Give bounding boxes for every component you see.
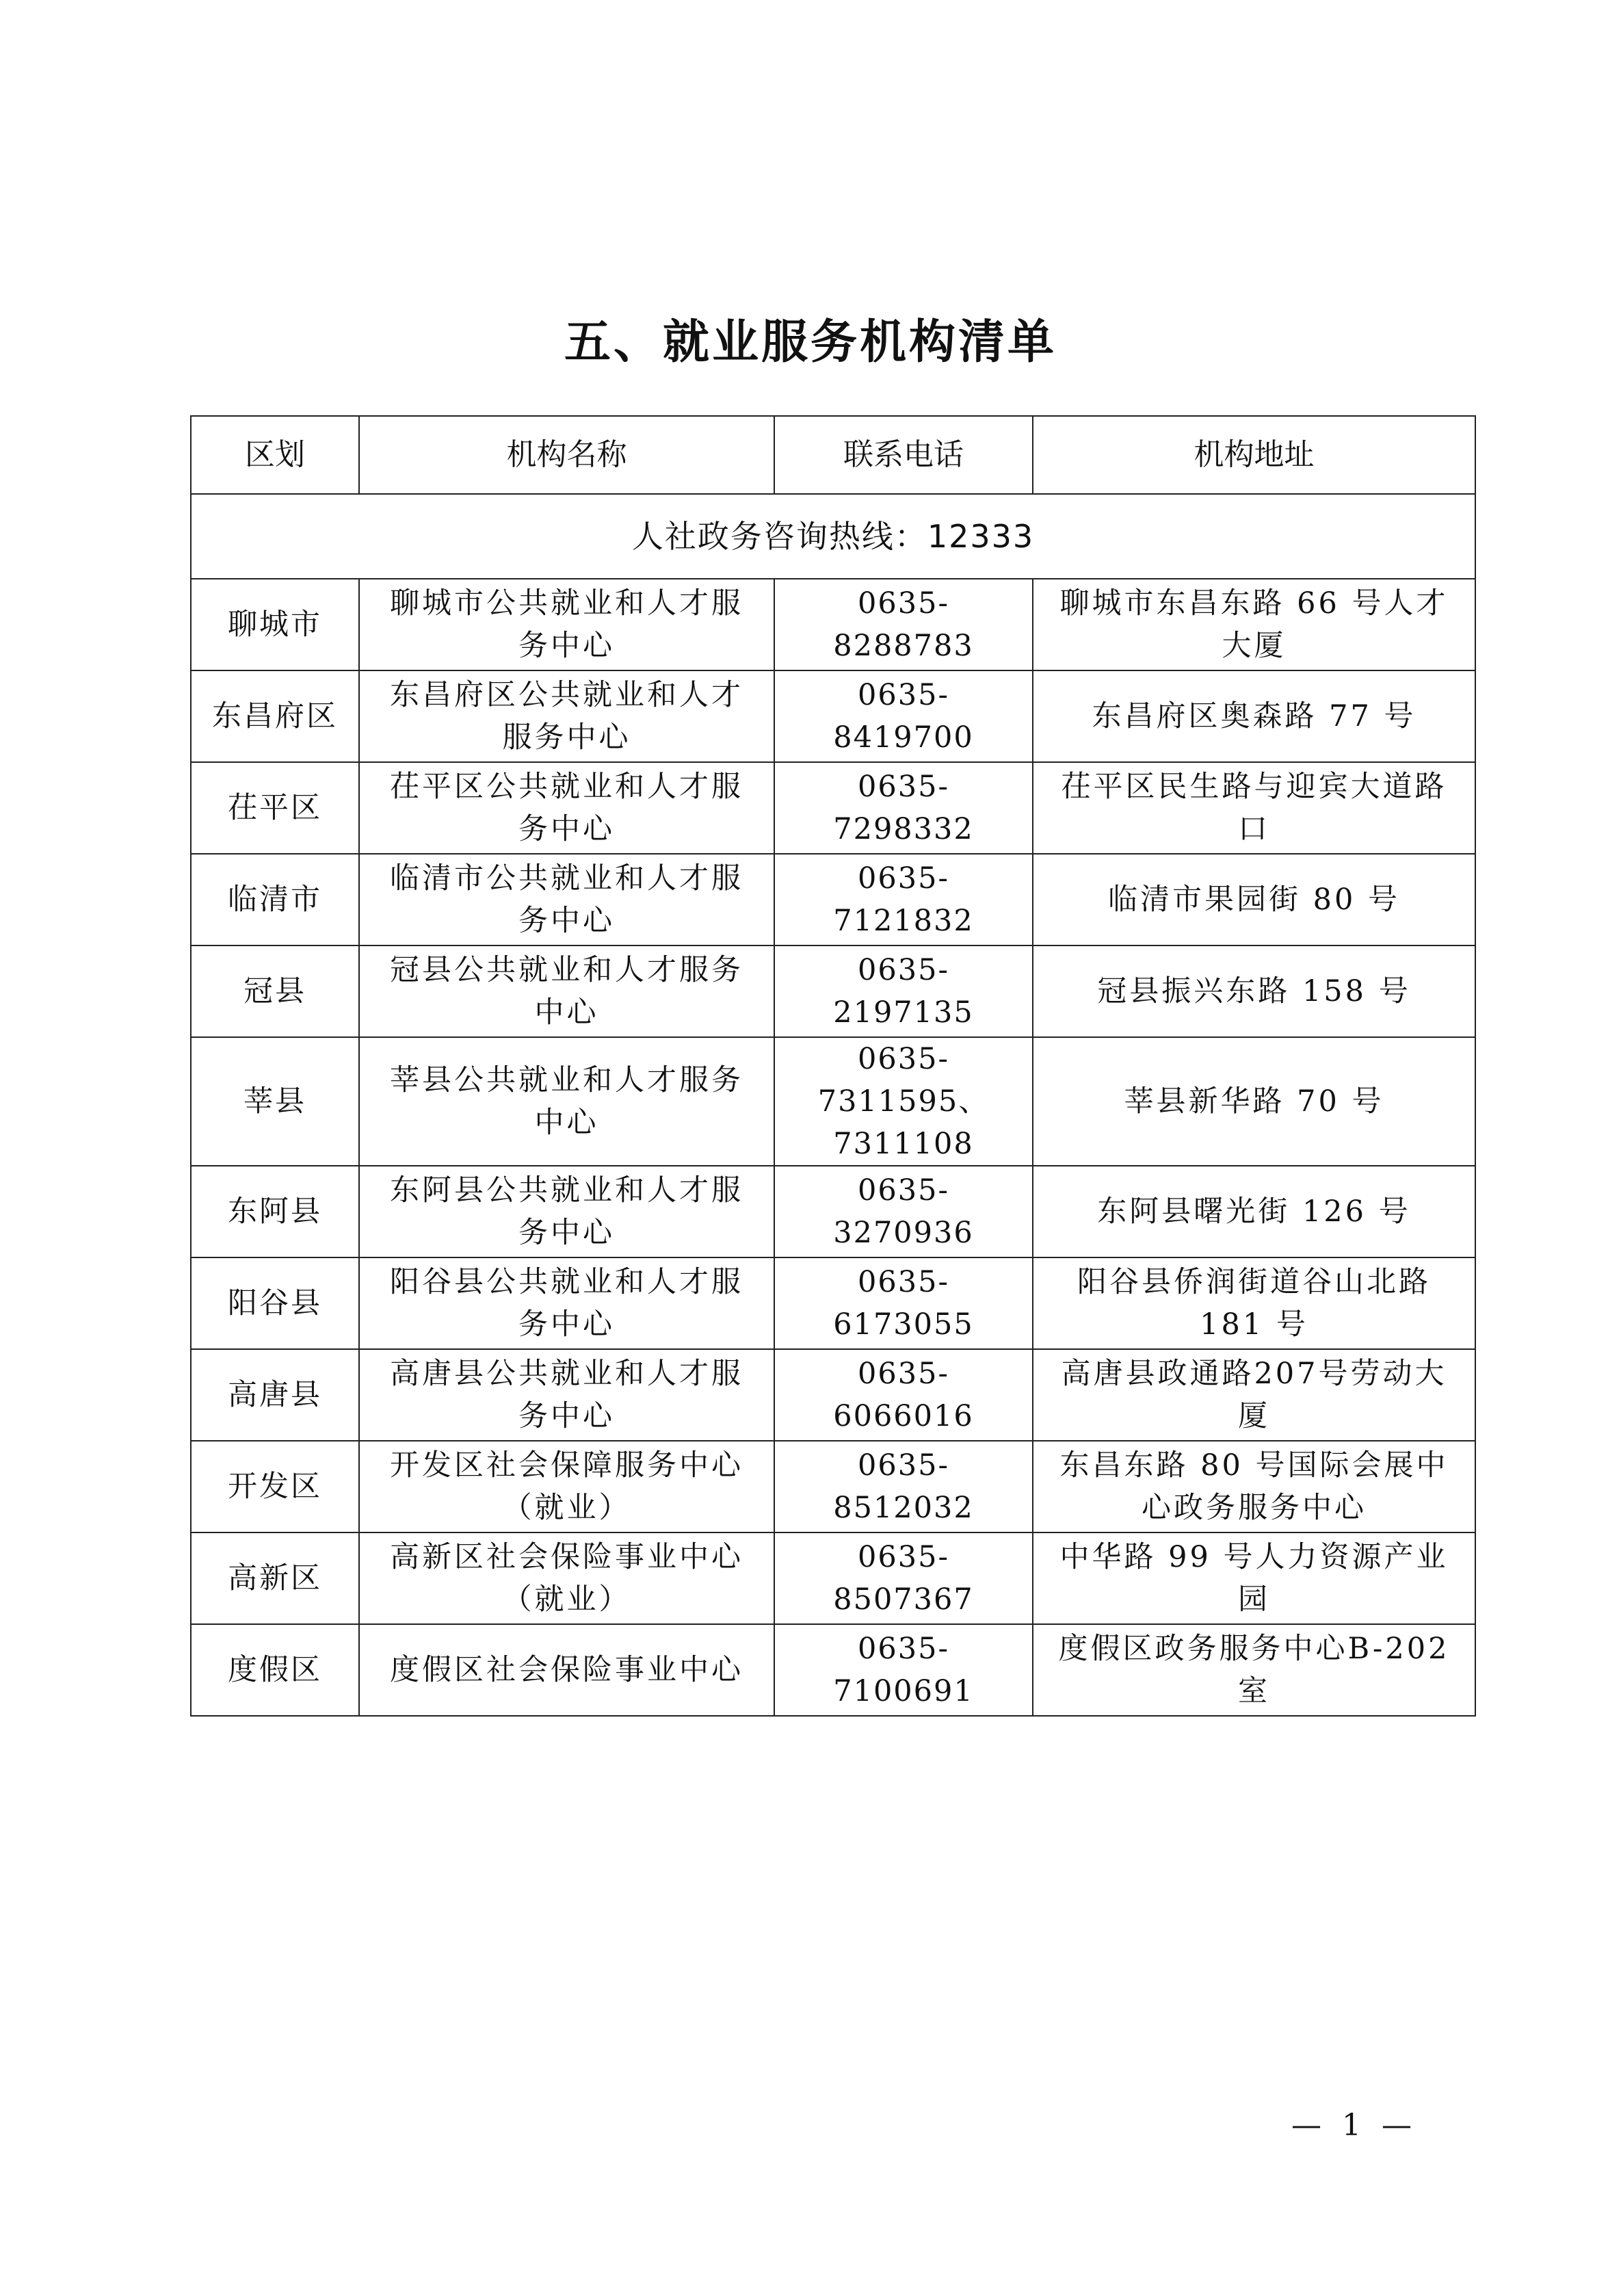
- document-title: 五、就业服务机构清单: [564, 315, 1057, 369]
- cell-address: 莘县新华路 70 号: [1033, 1037, 1475, 1166]
- table-row: [191, 670, 1475, 762]
- cell-org-name: 东阿县公共就业和人才服务中心: [359, 1166, 774, 1257]
- cell-region: 临清市: [191, 854, 359, 945]
- table-row: [191, 1037, 1475, 1166]
- cell-region: 莘县: [191, 1037, 359, 1166]
- cell-region: 阳谷县: [191, 1257, 359, 1349]
- cell-region: 冠县: [191, 945, 359, 1037]
- cell-region: 东阿县: [191, 1166, 359, 1257]
- page-number: — 1 —: [1291, 2108, 1417, 2143]
- hotline-text: 人社政务咨询热线：12333: [191, 494, 1475, 579]
- cell-phone: 0635-2197135: [774, 945, 1033, 1037]
- cell-org-name: 高唐县公共就业和人才服务中心: [359, 1349, 774, 1441]
- cell-address: 冠县振兴东路 158 号: [1033, 945, 1475, 1037]
- table-row: [191, 1349, 1475, 1441]
- cell-region: 度假区: [191, 1624, 359, 1716]
- cell-org-name: 聊城市公共就业和人才服务中心: [359, 579, 774, 670]
- header-address: 机构地址: [1033, 416, 1475, 494]
- cell-phone: 0635-7311595、7311108: [774, 1037, 1033, 1166]
- cell-region: 聊城市: [191, 579, 359, 670]
- cell-org-name: 冠县公共就业和人才服务中心: [359, 945, 774, 1037]
- cell-org-name: 东昌府区公共就业和人才服务中心: [359, 670, 774, 762]
- cell-phone: 0635-8419700: [774, 670, 1033, 762]
- cell-address: 阳谷县侨润街道谷山北路 181 号: [1033, 1257, 1475, 1349]
- cell-org-name: 高新区社会保险事业中心（就业）: [359, 1532, 774, 1624]
- table-header-row: [191, 416, 1475, 494]
- cell-address: 高唐县政通路207号劳动大厦: [1033, 1349, 1475, 1441]
- cell-phone: 0635-6173055: [774, 1257, 1033, 1349]
- cell-phone: 0635-6066016: [774, 1349, 1033, 1441]
- cell-address: 中华路 99 号人力资源产业园: [1033, 1532, 1475, 1624]
- table-row: [191, 1441, 1475, 1532]
- cell-region: 茌平区: [191, 762, 359, 854]
- cell-org-name: 阳谷县公共就业和人才服务中心: [359, 1257, 774, 1349]
- header-region: 区划: [191, 416, 359, 494]
- cell-region: 高唐县: [191, 1349, 359, 1441]
- hotline-row: [191, 494, 1475, 579]
- table-row: [191, 1624, 1475, 1716]
- cell-phone: 0635-7100691: [774, 1624, 1033, 1716]
- cell-region: 开发区: [191, 1441, 359, 1532]
- cell-phone: 0635-8288783: [774, 579, 1033, 670]
- table-row: [191, 762, 1475, 854]
- cell-address: 东阿县曙光街 126 号: [1033, 1166, 1475, 1257]
- cell-address: 东昌府区奥森路 77 号: [1033, 670, 1475, 762]
- cell-address: 临清市果园街 80 号: [1033, 854, 1475, 945]
- cell-org-name: 临清市公共就业和人才服务中心: [359, 854, 774, 945]
- header-phone: 联系电话: [774, 416, 1033, 494]
- cell-phone: 0635-7298332: [774, 762, 1033, 854]
- cell-org-name: 度假区社会保险事业中心: [359, 1624, 774, 1716]
- cell-region: 东昌府区: [191, 670, 359, 762]
- table-row: [191, 1166, 1475, 1257]
- cell-address: 东昌东路 80 号国际会展中心政务服务中心: [1033, 1441, 1475, 1532]
- table-row: [191, 579, 1475, 670]
- cell-address: 茌平区民生路与迎宾大道路口: [1033, 762, 1475, 854]
- institution-table: [190, 415, 1476, 1717]
- cell-region: 高新区: [191, 1532, 359, 1624]
- cell-phone: 0635-7121832: [774, 854, 1033, 945]
- cell-phone: 0635-8512032: [774, 1441, 1033, 1532]
- cell-address: 聊城市东昌东路 66 号人才大厦: [1033, 579, 1475, 670]
- table-row: [191, 945, 1475, 1037]
- table-row: [191, 1532, 1475, 1624]
- table-row: [191, 854, 1475, 945]
- cell-phone: 0635-8507367: [774, 1532, 1033, 1624]
- cell-org-name: 莘县公共就业和人才服务中心: [359, 1037, 774, 1166]
- cell-org-name: 茌平区公共就业和人才服务中心: [359, 762, 774, 854]
- cell-org-name: 开发区社会保障服务中心（就业）: [359, 1441, 774, 1532]
- cell-phone: 0635-3270936: [774, 1166, 1033, 1257]
- header-org-name: 机构名称: [359, 416, 774, 494]
- cell-address: 度假区政务服务中心B-202室: [1033, 1624, 1475, 1716]
- table-row: [191, 1257, 1475, 1349]
